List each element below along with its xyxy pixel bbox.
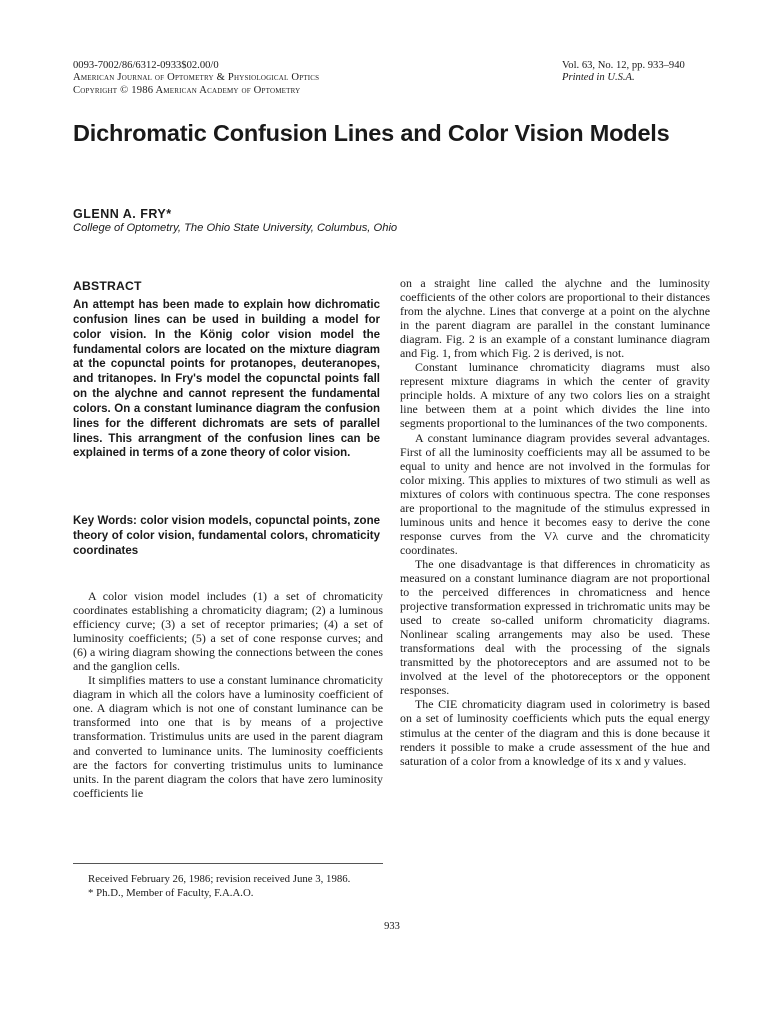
journal-header-right [562, 60, 732, 85]
body-paragraph: The CIE chromaticity diagram used in colorimetry is based on a set of luminosity coefficients which puts the equal energy stimulus at the center of the diagram and this is done because it renders it possible to make a crude assessment of the hue and saturation of a color from a knowledge of its x and y values. [400, 697, 710, 768]
volume-info: Vol. 63, No. 12, pp. 933–940 [562, 60, 685, 71]
page-number: 933 [384, 921, 400, 932]
footnotes [73, 873, 383, 900]
author-name: GLENN A. FRY* [73, 207, 172, 221]
received-date-footnote: Received February 26, 1986; revision received June 3, 1986. [88, 873, 351, 885]
body-paragraph: A color vision model includes (1) a set of chromaticity coordinates establishing a chromaticity diagram; (2) a luminous efficiency curve; (3) a set of receptor primaries; (4) a set of luminosity coefficients; (5) a set of cone response curves; and (6) a wiring diagram showing the connections between the cones and the ganglion cells. [73, 589, 383, 674]
printed-in: Printed in U.S.A. [562, 72, 635, 84]
body-paragraph: A constant luminance diagram provides several advantages. First of all the luminosity coefficients may all be assumed to be equal to unity and hence are not involved in the formulas for color mixing. This applies to mixtures of two stimuli as well as mixtures of colors with continuous spectra. The cone responses are proportional to the magnitude of the stimulus expressed in luminous units and hence it becomes easy to derive the cone response curves from the Vλ curve and the chromaticity coordinates. [400, 430, 710, 557]
author-affiliation: College of Optometry, The Ohio State University, Columbus, Ohio [73, 222, 398, 234]
author-credentials-footnote: * Ph.D., Member of Faculty, F.A.A.O. [88, 886, 254, 899]
issn-code: 0093-7002/86/6312-0933$02.00/0 [73, 60, 219, 71]
key-words: Key Words: color vision models, copunctal points, zone theory of color vision, fundamental colors, chromaticity coordinates [73, 515, 380, 557]
abstract-text: An attempt has been made to explain how dichromatic confusion lines can be used in building a model for color vision. In the König color vision model the fundamental colors are located on the mixture diagram at the copunctal points for protanopes, deuteranopes, and tritanopes. In Fry's model the copunctal points fall on the alychne and cannot represent the fundamental colors. On a constant luminance diagram the confusion lines for the different dichromats are sets of parallel lines. This arrangment of the confusion lines can be explained in terms of a zone theory of color vision. [73, 299, 380, 460]
copyright-line: Copyright © 1986 American Academy of Optometry [73, 84, 301, 96]
journal-header-left [73, 60, 493, 97]
body-column-right [400, 276, 710, 768]
body-paragraph: Constant luminance chromaticity diagrams must also represent mixture diagrams in which the center of gravity principle holds. A mixture of any two colors lies on a straight line between them at a point which divides the line into segments proportional to the luminances of the two components. [400, 360, 710, 431]
body-paragraph: The one disadvantage is that differences in chromaticity as measured on a constant luminance diagram are not proportional to the perceived differences in chromaticness and hence projective transformation expressed in trichromatic units may be used to create so-called uniform chromaticity diagrams. Nonlinear scaling arrangements may also be used. These transformations deal with the processing of the signals transmitted by the photoreceptors and are assumed not to be involved at the level of the photoreceptors or the opponent responses. [400, 556, 710, 698]
body-column-left [73, 589, 383, 800]
abstract-heading: ABSTRACT [73, 279, 142, 293]
article-title: Dichromatic Confusion Lines and Color Vision Models [73, 120, 670, 146]
footnote-divider [73, 863, 383, 864]
body-paragraph: It simplifies matters to use a constant luminance chromaticity diagram in which all the colors have a luminosity coefficient of one. A diagram which is not one of constant luminance can be transformed into one that is by means of a projective transformation. Tristimulus units are used in the parent diagram and converted to luminance units. The luminosity coefficients are the factors for converting tristimulus units to luminance units. In the parent diagram the colors that have zero luminosity coefficients lie [73, 673, 383, 800]
journal-name: American Journal of Optometry & Physiological Optics [73, 72, 320, 84]
body-paragraph: on a straight line called the alychne and the luminosity coefficients of the other colors are proportional to their distances from the alychne. Lines that converge at a point on the alychne in the parent diagram are parallel in the constant luminance diagram. Fig. 2 is an example of a constant luminance diagram and Fig. 1, from which Fig. 2 is derived, is not. [400, 276, 710, 361]
